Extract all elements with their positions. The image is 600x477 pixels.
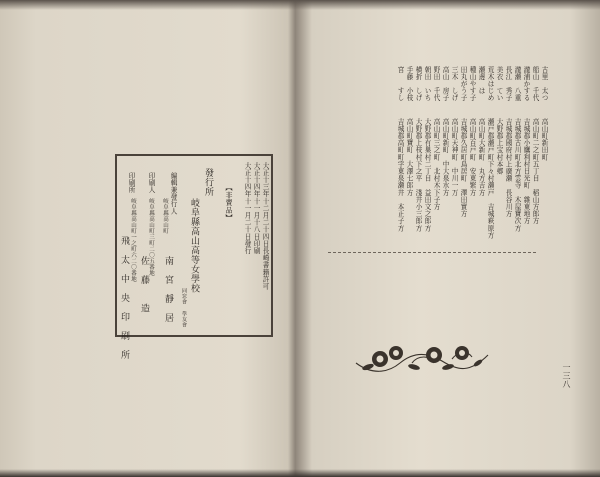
list-item: 高山町寶町 大澤七郎方 xyxy=(405,118,413,197)
list-item: 古里 太つ xyxy=(540,66,548,102)
list-item: 吉城郡古川町北方雲寺 木屋寶次方 xyxy=(513,118,521,232)
list-item: 船山 千代 xyxy=(531,66,539,102)
page-number: 一三八 xyxy=(562,363,571,389)
printer-label: 印刷人 xyxy=(147,172,155,194)
dashed-divider xyxy=(328,252,536,253)
list-item: 高山町大新町 丸方吉方 xyxy=(477,118,485,197)
editor-label: 編輯兼發行人 xyxy=(169,172,177,215)
list-item: 瀬邊 は xyxy=(477,66,485,95)
publisher-title: 發行所 xyxy=(203,168,213,197)
list-item: 高山町新町 中大泉水方 xyxy=(441,118,449,197)
list-item: 吉城郡國府村上廣瀬 長谷川方 xyxy=(504,118,512,218)
list-item: 高山 房子 xyxy=(441,66,449,102)
bottom-edge-shadow xyxy=(0,469,600,477)
list-item: 野田 千代 xyxy=(432,66,440,102)
list-item: 吉城郡久居町鳥居町 澤田實方 xyxy=(459,118,467,218)
list-item: 高山町三之町 北村木下子方 xyxy=(432,118,440,211)
list-item: 瀧瀬 八重 xyxy=(513,66,521,102)
list-item: 美衣 てい xyxy=(495,66,503,102)
printshop-name: 飛 太 中 央 印 刷 所 xyxy=(119,236,129,360)
editor-name: 南 宮 靜 居 xyxy=(163,256,173,323)
list-item: 荒木はじめ xyxy=(486,66,494,102)
list-item: 瀬戸郡瀬戸町下々村瀨戸 吉城萩原方 xyxy=(486,118,494,239)
printshop-label: 印刷所 xyxy=(127,172,135,194)
colophon-box xyxy=(115,154,273,360)
list-item: 手藤 小枝 xyxy=(405,66,413,102)
list-item: 田丸がう子 xyxy=(459,66,467,102)
issue-date: 大正十四年十一月二十日發行 xyxy=(243,162,251,255)
list-item: 高山町百戸町 安東繁方 xyxy=(468,118,476,197)
list-item: 長江 秀子 xyxy=(504,66,512,102)
list-item: 三木 しげ xyxy=(450,66,458,102)
list-item: 高山町新田町 xyxy=(540,118,548,161)
permit-date: 大正十三年十二月二十四日長崎書籍許可 xyxy=(261,162,269,290)
publisher-name: 岐阜縣高山高等女學校 xyxy=(189,198,199,293)
list-item: 種山やす子 xyxy=(468,66,476,102)
top-edge-shadow xyxy=(0,0,600,10)
list-item: 大野郡上宝村本郷 xyxy=(495,118,503,175)
list-item: 高山町二之町五丁目 稻山方郎方 xyxy=(531,118,539,225)
editor-address: 岐阜縣高山町 xyxy=(162,198,168,234)
publisher-sub: 同窓會 學友會 xyxy=(181,288,187,328)
list-item: 吉城郡高町町字東泉瀬井 本正子方 xyxy=(396,118,404,232)
list-item: 瀧浦かする xyxy=(522,66,530,102)
list-item: 宮 すし xyxy=(396,66,404,102)
printer-name: 佐 藤 造 xyxy=(139,256,149,313)
list-item: 朝田 いち xyxy=(423,66,431,102)
printer-address: 岐阜縣高山町三町二〇五番地 xyxy=(148,198,154,276)
list-item: 大野郡上枝村下之平 淺井小三郎方 xyxy=(414,118,422,232)
printshop-address: 岐阜縣高山町一之町六二〇番地 xyxy=(130,198,136,282)
print-date: 大正十四年十一月十八日印刷 xyxy=(252,162,260,255)
list-item: 横折 しげ xyxy=(414,66,422,102)
list-item: 高山町天神町 中川一万 xyxy=(450,118,458,197)
list-item: 吉城郡小鷹利村日光町 雜東地方 xyxy=(522,118,530,225)
not-for-sale: 【非賣品】 xyxy=(225,184,233,222)
floral-ornament-icon xyxy=(352,333,492,377)
list-item: 大野郡有巣村二丁目 益田文之郎方 xyxy=(423,118,431,232)
